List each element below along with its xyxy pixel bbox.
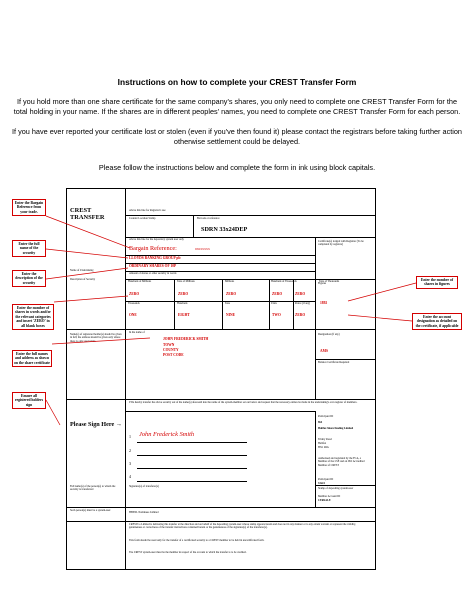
callout-security-name-text: Enter the full name of the security (18, 242, 40, 255)
document-heading: Instructions on how to complete your CREST Transfer Form (117, 77, 357, 87)
crest-transfer-form (66, 188, 376, 570)
signature-line-4-number: 4 (129, 474, 131, 479)
crest-member-note: The CREST system-user must be the member in respect of the account to which the transfer is to be credited. (129, 551, 247, 554)
system-member-label: Such person(s) must be a system-user (70, 509, 111, 512)
participant-block-name: Halifax Share Dealing Limited (318, 427, 354, 430)
col-header-hundreds-of-thousands: Hundreds of Thousands (271, 280, 297, 283)
depository-use-note: Above this line for the depositary system user only (129, 238, 184, 241)
amount-units: TWO (272, 313, 281, 317)
amount-tens: NINE (226, 313, 235, 317)
signature-line-1-number: 1 (129, 434, 131, 439)
figures-value: 1892 (320, 301, 328, 305)
callout-security-description (12, 270, 46, 287)
instructions-paragraph: Please follow the instructions below and complete the form in ink using block capitals. (98, 163, 376, 172)
callout-holder-signatures (12, 392, 46, 409)
intro-paragraph: If you hold more than one share certificate for the same company's shares, you only need to complete one CREST Transfer Form for the total holding in your name. If the shares are in different peoples' names, you need to complete one CREST Transfer Form for each person. (13, 97, 461, 116)
col-header-tens-of-thousands: Tens of Thousands (319, 280, 340, 283)
callout-shares-in-figures-text: Enter the number of shares in figures (420, 278, 454, 287)
callout-holder-details-text: Enter the full names and address as shown on the share certificate (14, 352, 50, 365)
arrow-right-icon: → (115, 421, 122, 428)
callout-shares-in-words-text: Enter the number of shares in words and/or the relevant categories and insert 'ZERO' in all blank boxes (15, 306, 51, 328)
col-header-tens: Tens (225, 302, 231, 305)
callout-holder-details (12, 350, 52, 367)
execution-note: Signature(s) of transferor(s) (129, 485, 159, 488)
amount-hundreds-of-millions: ZERO (129, 292, 140, 296)
participant-block-street: Trinity Road (318, 438, 332, 441)
bargain-reference-label: Bargain Reference: (129, 245, 177, 252)
participant-id-value: 33x24 (318, 482, 325, 485)
name-of-undertaking-value: LLOYDS BANKING GROUP plc (129, 256, 182, 260)
stamp-label: Stamp of depositing system-user (318, 487, 354, 490)
in-the-name-of-label: In the name of (129, 331, 145, 334)
name-of-undertaking-label: Name of Undertaking (70, 269, 94, 272)
figures-label: Figures (318, 282, 327, 285)
participant-block-id: 964 (318, 421, 323, 424)
registrar-use-note: Above this line for Registrar's use (129, 209, 166, 212)
balance-certificate-label: Balance Certificate Required (318, 361, 350, 364)
callout-account-designation (412, 313, 462, 330)
col-header-tens-of-millions: Tens of Millions (177, 280, 195, 283)
form-title-crest: CREST (70, 207, 92, 214)
col-header-hundreds: Hundreds (177, 302, 188, 305)
member-account-value: CERSALE (318, 499, 331, 502)
authorised-note: Authorised and regulated by the FCA, a Member of the LSE and an ISO Accredited Member of CREST (318, 457, 365, 467)
col-header-thousands: Thousands (128, 302, 140, 305)
amount-millions: ZERO (226, 292, 237, 296)
amount-in-words-note: Amount of shares or other security in words (129, 272, 177, 275)
counter-location-stamp-label: Counter Location Stamp (129, 217, 156, 220)
designation-label: Designation (if any) (318, 333, 340, 336)
amount-tens-of-thousands: ZERO (295, 292, 306, 296)
participant-block-postcode: HX1 2RG (318, 446, 329, 449)
holder-county: COUNTY (163, 348, 179, 352)
bargain-reference-value: D6XXXXXX (195, 248, 210, 251)
participant-block-town: Halifax (318, 442, 327, 445)
crest-disclaimer: CRESTCo Limited is delivering this transfer at the direction and on behalf of the depositing system-user whose stamp appears herein and does not in any manner or to any extent warrant or represent the validity, genuineness or correctness of the transfer instructions contained herein or the genuineness of the signature(s) of the transferor(s). (129, 523, 356, 530)
crest-usage-note: This form should be used only for the transfer of a certificated security to a CREST member to be held in uncertificated form. (129, 539, 265, 542)
lost-certificate-paragraph: If you have ever reported your certificate lost or stolen (even if you've then found it) please contact the registrars before taking further action otherwise settlement could be delayed. (12, 127, 462, 146)
system-member-value: HBSNL Nominees Limited (129, 511, 159, 514)
callout-security-description-text: Enter the description of the security (15, 272, 43, 285)
col-header-millions: Millions (225, 280, 235, 283)
signature-line-2-number: 2 (129, 448, 131, 453)
amount-pence: ZERO (295, 313, 306, 317)
signature-line-3-number: 3 (129, 461, 131, 466)
holder-town: TOWN (163, 343, 175, 347)
amount-thousands: ONE (129, 313, 137, 317)
callout-shares-in-figures (416, 276, 458, 289)
callout-account-designation-text: Enter the account designation as detailed on the certificate, if applicable (415, 315, 459, 328)
callout-holder-signatures-text: Ensure all registered holders sign (14, 394, 44, 407)
amount-tens-of-millions: ZERO (178, 292, 189, 296)
amount-hundreds: EIGHT (178, 313, 190, 317)
holder-names-note: Name(s) of registered holder(s) should be given in full; the address should be given only where there is only one holder. (70, 333, 122, 343)
col-header-hundreds-of-millions: Hundreds of Millions (128, 280, 152, 283)
member-account-label: Member Account ID (318, 495, 341, 498)
transferee-names-note: Full name(s) of the person(s) to whom the security is transferred (70, 485, 116, 492)
sdrn-reference: SDRN 33x24DEP (201, 226, 248, 233)
callout-security-name (12, 240, 46, 257)
form-title-transfer: TRANSFER (70, 214, 105, 221)
participant-id-label: Participant ID (318, 478, 334, 481)
description-of-security-value: ORDINARY SHARES OF 10P (129, 264, 177, 268)
holder-name: JOHN FREDERICK SMITH (163, 337, 209, 341)
callout-shares-in-words (12, 304, 54, 330)
designation-value: AMS (320, 349, 328, 353)
participant-block-id-label: Participant ID (318, 415, 334, 418)
callout-bargain-reference-text: Enter the Bargain Reference from your trade. (14, 201, 44, 214)
certificates-lodged-label: Certificate(s) lodged with Registrar (To be completed by registrar) (318, 240, 364, 247)
col-header-units: Units (271, 302, 277, 305)
col-header-pence: Pence (if any) (295, 302, 311, 305)
description-of-security-label: Description of Security (70, 278, 96, 281)
amount-hundreds-of-thousands: ZERO (272, 292, 283, 296)
callout-bargain-reference (12, 199, 46, 216)
holder-postcode: POST CODE (163, 353, 184, 357)
holder-signature[interactable]: John Frederick Smith (139, 431, 195, 438)
transfer-declaration: I/We hereby transfer the above security out of the name(s) aforesaid into the name of the system-member set out below and request that the necessary entries be made in the undertaking's own register of members. (129, 401, 358, 404)
please-sign-here (70, 421, 122, 428)
please-sign-here-text: Please Sign Here (70, 421, 115, 428)
barcode-reference-label: Barcode or reference (197, 217, 220, 220)
